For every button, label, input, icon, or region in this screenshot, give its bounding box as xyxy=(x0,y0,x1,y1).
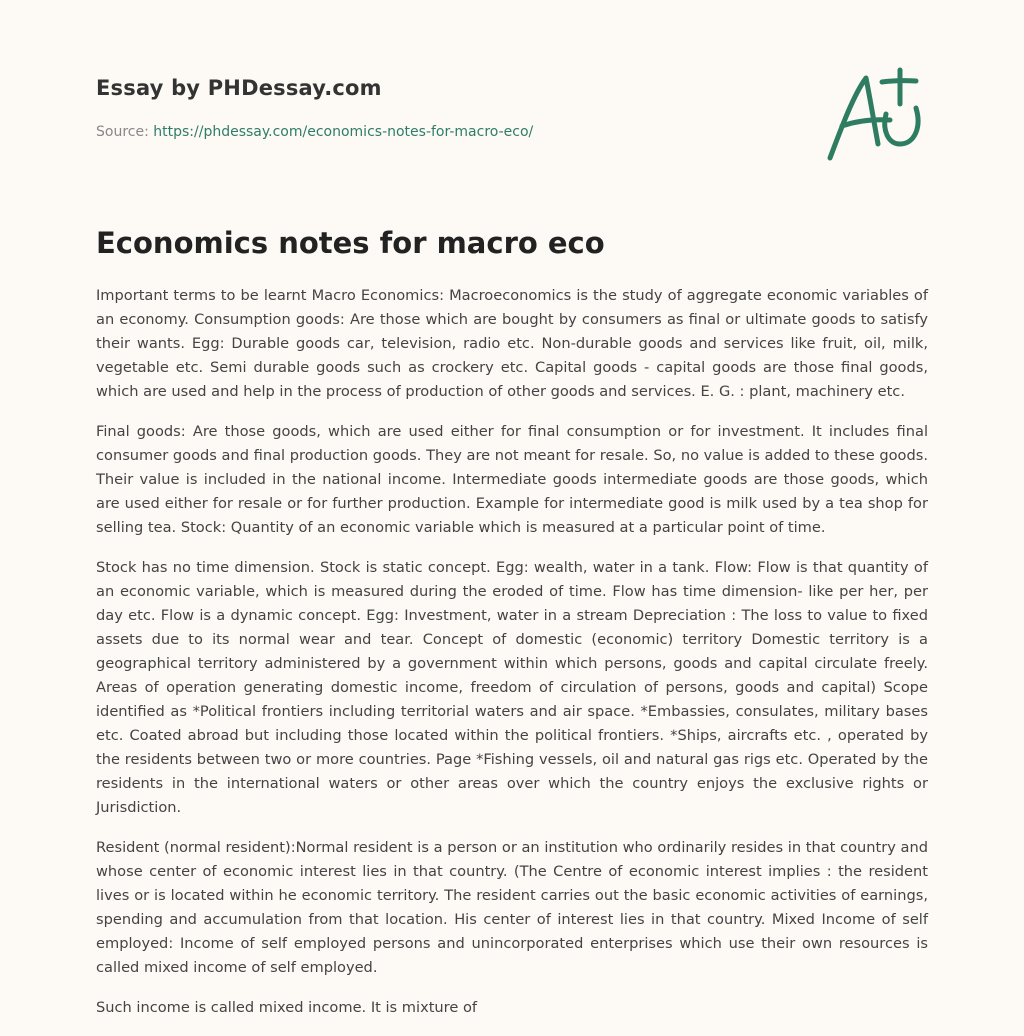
source-link[interactable]: https://phdessay.com/economics-notes-for-macro-eco/ xyxy=(153,124,534,140)
a-plus-logo xyxy=(820,64,930,164)
a-plus-logo-icon xyxy=(820,64,930,164)
page-title: Economics notes for macro eco xyxy=(96,226,605,260)
paragraph: Such income is called mixed income. It is mixture of xyxy=(96,999,478,1016)
paragraph: Important terms to be learnt Macro Economics: Macroeconomics is the study of aggregate economic variables of an economy. Consumption goods: Are those which are bought by consumers as final or ultimate goods to satisfy their wants. Egg: Durable goods car, television, radio etc. Non-durable goods and services like fruit, oil, milk, vegetable etc. Semi durable goods such as crockery etc. Capital goods - capital goods are those final goods, which are used and help in the process of production of other goods and services. E. G. : plant, machinery etc. xyxy=(96,287,928,400)
source-line xyxy=(96,124,533,140)
paragraph: Stock has no time dimension. Stock is static concept. Egg: wealth, water in a tank. Flow: Flow is that quantity of an economic variable, which is measured during the eroded of time. Flow has time dimension- like per her, per day etc. Flow is a dynamic concept. Egg: Investment, water in a stream Depreciation : The loss to value to fixed assets due to its normal wear and tear. Concept of domestic (economic) territory Domestic territory is a geographical territory administered by a government within which persons, goods and capital circulate freely. Areas of operation generating domestic income, freedom of circulation of persons, goods and capital) Scope identified as *Political frontiers including territorial waters and air space. *Embassies, consulates, military bases etc. Coated abroad but including those located within the political frontiers. *Ships, aircrafts etc. , operated by the residents between two or more countries. Page *Fishing vessels, oil and natural gas rigs etc. Operated by the residents in the international waters or other areas over which the country enjoys the exclusive rights or Jurisdiction. xyxy=(96,559,928,816)
paragraph: Resident (normal resident):Normal resident is a person or an institution who ordinarily resides in that country and whose center of economic interest lies in that country. (The Centre of economic interest implies : the resident lives or is located within he economic territory. The resident carries out the basic economic activities of earnings, spending and accumulation from that location. His center of interest lies in that country. Mixed Income of self employed: Income of self employed persons and unincorporated enterprises which use their own resources is called mixed income of self employed. xyxy=(96,839,928,976)
source-label: Source: xyxy=(96,124,154,140)
site-title: Essay by PHDessay.com xyxy=(96,76,382,100)
paragraph: Final goods: Are those goods, which are used either for final consumption or for investment. It includes final consumer goods and final production goods. They are not meant for resale. So, no value is added to these goods. Their value is included in the national income. Intermediate goods intermediate goods are those goods, which are used either for resale or for further production. Example for intermediate good is milk used by a tea shop for selling tea. Stock: Quantity of an economic variable which is measured at a particular point of time. xyxy=(96,423,928,536)
essay-body xyxy=(96,284,928,1036)
